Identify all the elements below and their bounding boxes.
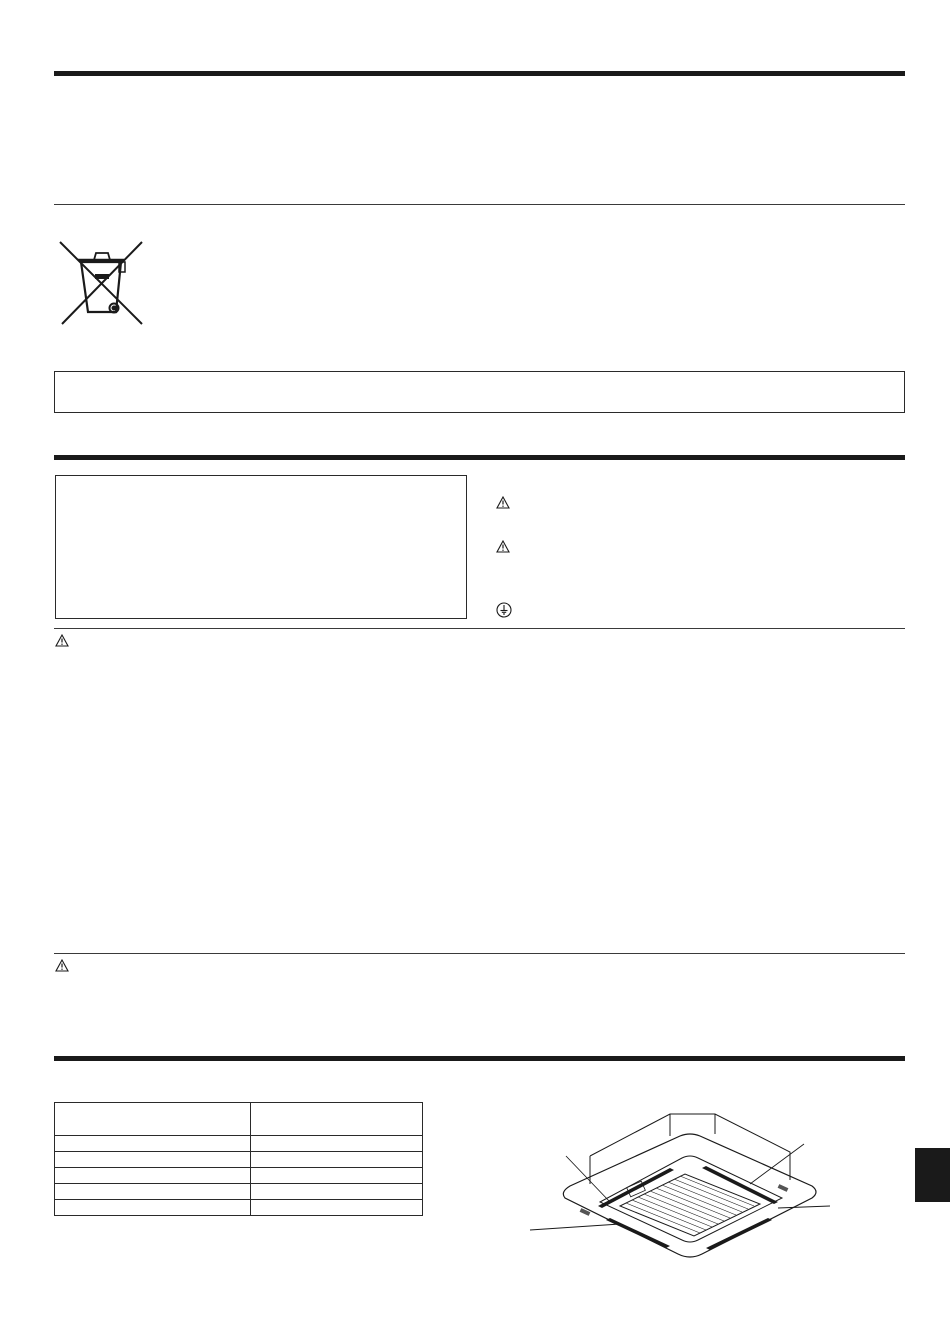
warning-triangle-icon [496, 540, 510, 553]
warning-triangle-icon [496, 496, 510, 509]
table-row [55, 1136, 423, 1152]
warning-triangle-icon [55, 634, 69, 647]
table-row [55, 1152, 423, 1168]
caution-section-divider [54, 953, 905, 954]
section-divider [54, 204, 905, 205]
warning-triangle-icon [55, 959, 69, 972]
section-header-rule [54, 1056, 905, 1061]
table-cell [251, 1184, 423, 1200]
table-header-cell [55, 1103, 251, 1136]
table-cell [55, 1136, 251, 1152]
notice-box [54, 371, 905, 413]
section-header-rule [54, 71, 905, 76]
table-cell [251, 1136, 423, 1152]
table-row [55, 1184, 423, 1200]
parts-table [54, 1102, 423, 1216]
symbol-legend-box [55, 475, 467, 619]
ground-earth-icon [496, 602, 512, 618]
crossed-out-wheelie-bin-icon [56, 240, 146, 326]
table-cell [251, 1168, 423, 1184]
table-row [55, 1168, 423, 1184]
table-header-row [55, 1103, 423, 1136]
table-cell [55, 1200, 251, 1216]
ceiling-cassette-unit-illustration [520, 1106, 840, 1276]
language-tab [915, 1148, 950, 1202]
table-cell [55, 1168, 251, 1184]
table-header-cell [251, 1103, 423, 1136]
table-row [55, 1200, 423, 1216]
table-cell [55, 1184, 251, 1200]
warning-section-divider [54, 628, 905, 629]
table-cell [251, 1152, 423, 1168]
table-cell [55, 1152, 251, 1168]
table-cell [251, 1200, 423, 1216]
section-header-rule [54, 455, 905, 460]
